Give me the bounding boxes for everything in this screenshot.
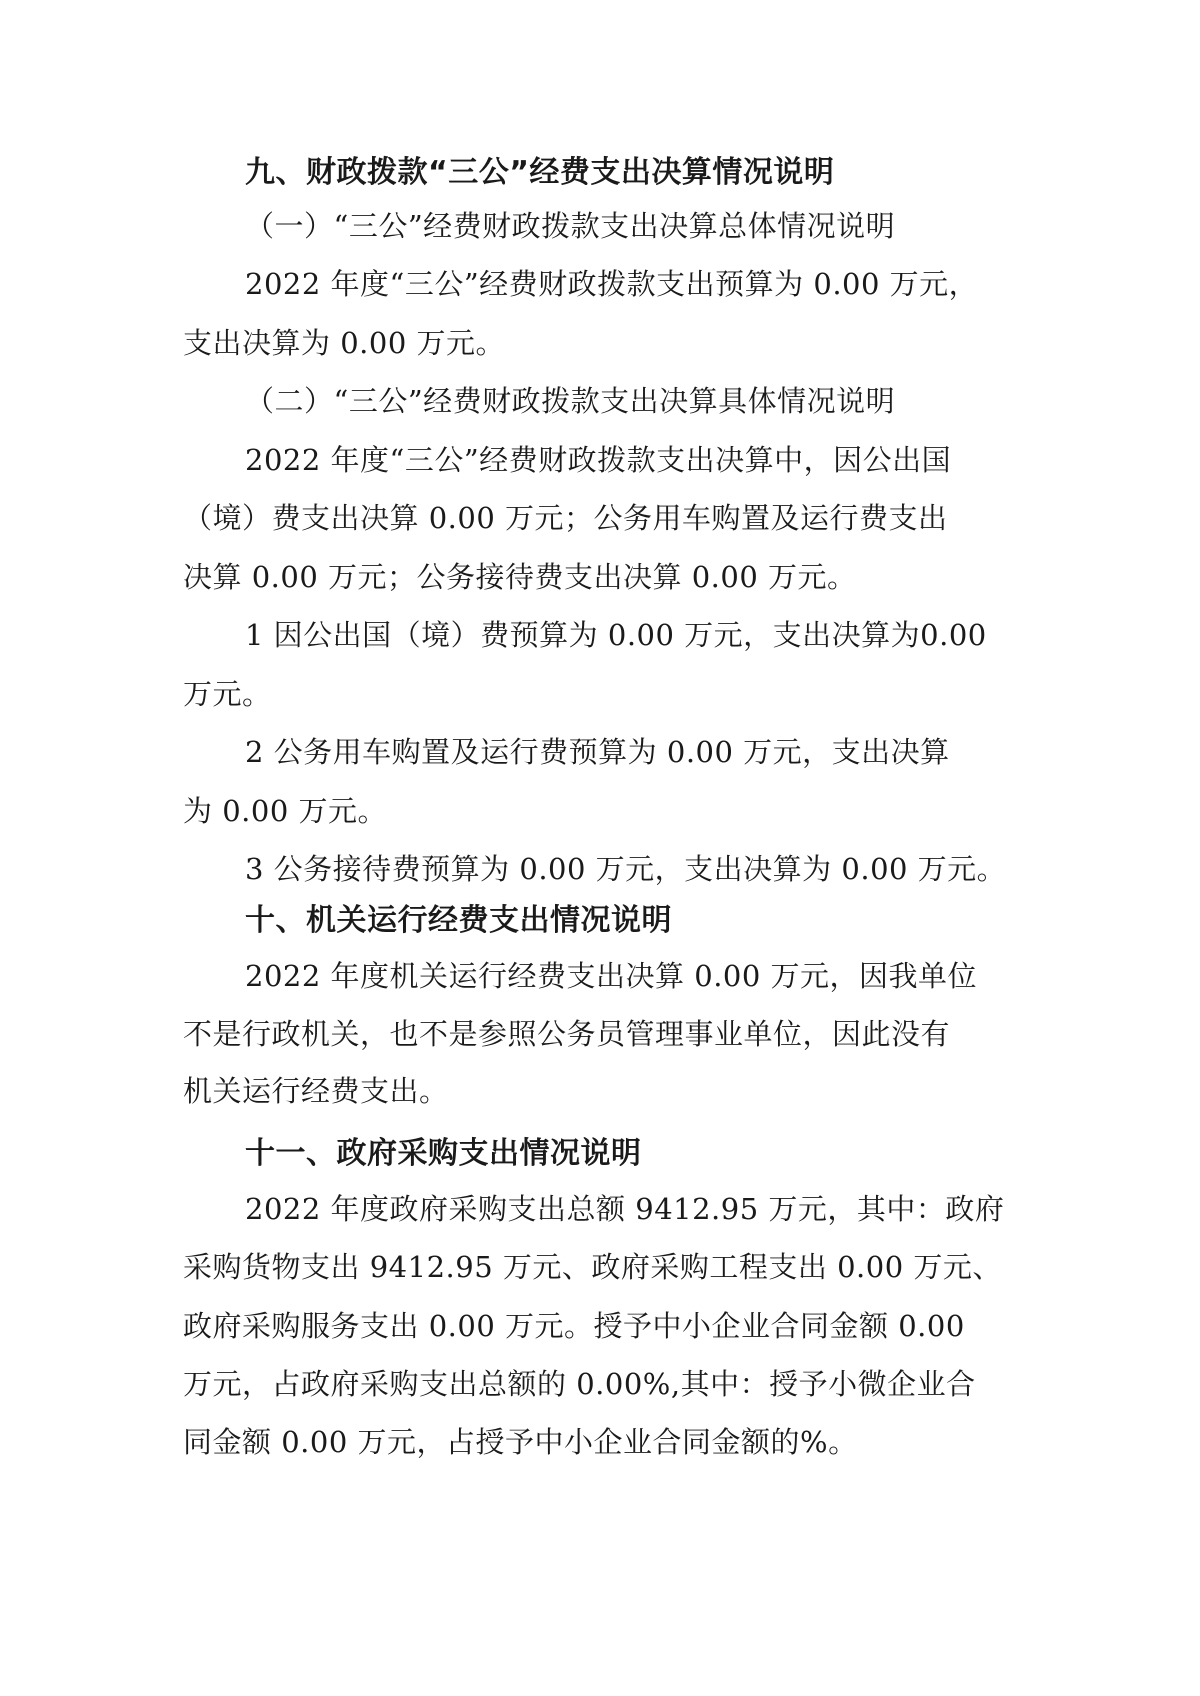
section-11-heading: 十一、政府采购支出情况说明 bbox=[245, 1136, 642, 1171]
section-10-para-line: 不是行政机关，也不是参照公务员管理事业单位，因此没有 bbox=[183, 1017, 951, 1051]
section-11-para-line: 采购货物支出 9412.95 万元、政府采购工程支出 0.00 万元、 bbox=[183, 1250, 1002, 1284]
section-9-sub2-title: （二）“三公”经费财政拨款支出决算具体情况说明 bbox=[245, 384, 896, 418]
section-9-sub1-para-line: 支出决算为 0.00 万元。 bbox=[183, 326, 506, 360]
section-11-para-line: 同金额 0.00 万元，占授予中小企业合同金额的%。 bbox=[183, 1425, 858, 1459]
section-9-item-2-line: 为 0.00 万元。 bbox=[183, 794, 388, 828]
section-9-sub2-para-line: 2022 年度“三公”经费财政拨款支出决算中，因公出国 bbox=[245, 443, 952, 477]
section-9-sub2-para-line: 决算 0.00 万元；公务接待费支出决算 0.00 万元。 bbox=[183, 560, 857, 594]
section-9-item-1-line: 1 因公出国（境）费预算为 0.00 万元，支出决算为0.00 bbox=[245, 618, 987, 652]
section-11-para-line: 政府采购服务支出 0.00 万元。授予中小企业合同金额 0.00 bbox=[183, 1309, 965, 1343]
section-11-para-line: 2022 年度政府采购支出总额 9412.95 万元，其中：政府 bbox=[245, 1192, 1005, 1226]
section-9-heading: 九、财政拨款“三公”经费支出决算情况说明 bbox=[245, 155, 835, 190]
section-10-para-line: 机关运行经费支出。 bbox=[183, 1074, 449, 1108]
section-10-heading: 十、机关运行经费支出情况说明 bbox=[245, 903, 672, 938]
section-9-sub1-title: （一）“三公”经费财政拨款支出决算总体情况说明 bbox=[245, 209, 896, 243]
section-9-item-3-line: 3 公务接待费预算为 0.00 万元，支出决算为 0.00 万元。 bbox=[245, 852, 1007, 886]
section-10-para-line: 2022 年度机关运行经费支出决算 0.00 万元，因我单位 bbox=[245, 959, 978, 993]
section-9-item-1-line: 万元。 bbox=[183, 677, 272, 711]
section-9-sub2-para-line: （境）费支出决算 0.00 万元；公务用车购置及运行费支出 bbox=[183, 501, 948, 535]
section-11-para-line: 万元，占政府采购支出总额的 0.00%,其中：授予小微企业合 bbox=[183, 1367, 976, 1401]
section-9-sub1-para-line: 2022 年度“三公”经费财政拨款支出预算为 0.00 万元， bbox=[245, 267, 979, 301]
section-9-item-2-line: 2 公务用车购置及运行费预算为 0.00 万元，支出决算 bbox=[245, 735, 950, 769]
